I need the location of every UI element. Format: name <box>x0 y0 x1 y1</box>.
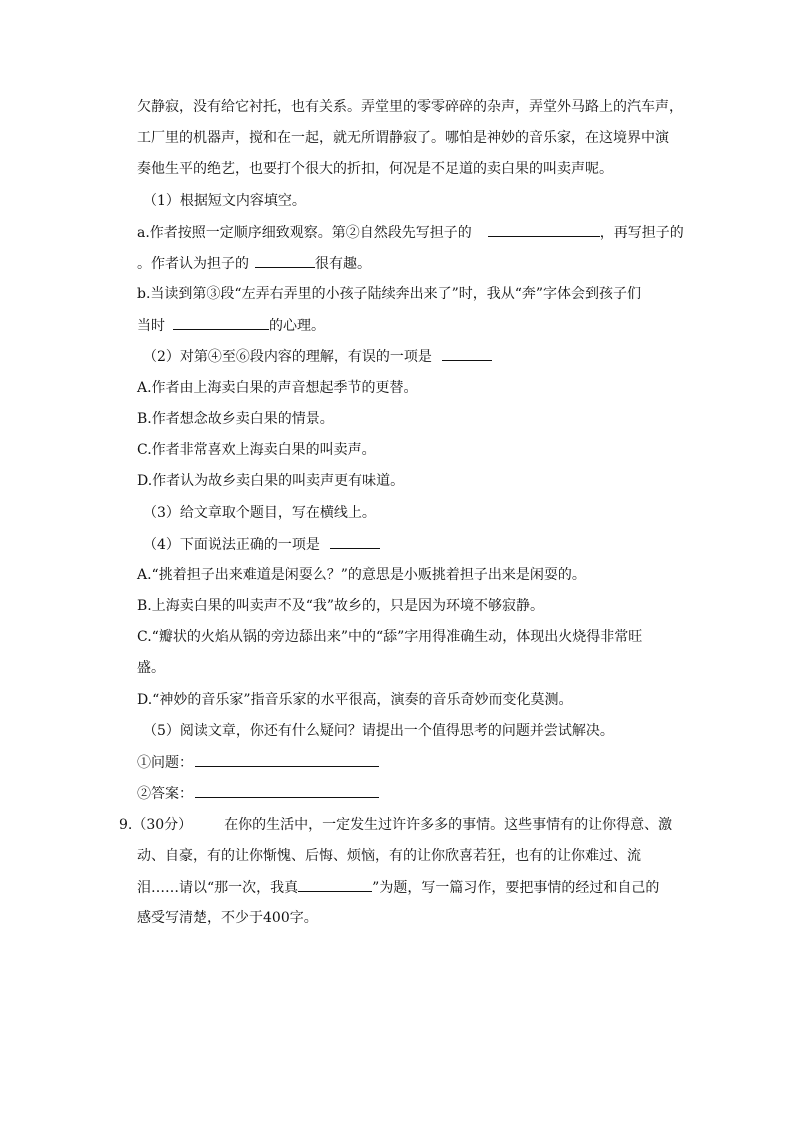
q9-line-4: 感受写清楚，不少于400字。 <box>137 910 318 926</box>
q1-a-text-2: ，再写担子的 <box>599 225 684 241</box>
q4-option-c-line2: 盛。 <box>137 660 165 676</box>
q1-a-blank-2[interactable] <box>255 253 315 268</box>
q9-text-3b: ”为题，写一篇习作，要把事情的经过和自己的 <box>372 880 660 896</box>
passage-line-3: 奏他生平的绝艺，也要打个很大的折扣，何况是不足道的卖白果的叫卖声呢。 <box>137 161 613 177</box>
q1-b-text-1: 当时 <box>137 318 165 334</box>
q5-question-blank[interactable] <box>195 752 379 767</box>
q2-option-b: B.作者想念故乡卖白果的情景。 <box>137 411 334 427</box>
q5-question-line <box>137 752 379 773</box>
q2-option-d: D.作者认为故乡卖白果的叫卖声更有味道。 <box>137 473 405 489</box>
q9-text-1: 在你的生活中，一定发生过许许多多的事情。这些事情有的让你得意、激 <box>224 817 673 833</box>
q1-a-line1 <box>137 222 684 243</box>
q2-title: （2）对第④至⑥段内容的理解，有误的一项是 <box>143 349 432 365</box>
q3-title: （3）给文章取个题目，写在横线上。 <box>143 505 376 521</box>
q9-heading <box>119 815 672 835</box>
q2-answer-blank[interactable] <box>442 346 492 361</box>
q9-line-2: 动、自豪，有的让你惭愧、后悔、烦恼，有的让你欣喜若狂，也有的让你难过、流 <box>137 848 641 864</box>
q1-a-blank-1[interactable] <box>488 222 600 237</box>
q9-line-3 <box>137 877 659 898</box>
q1-a-text-4: 很有趣。 <box>315 256 371 272</box>
q1-a-text-3: 。作者认为担子的 <box>137 256 249 272</box>
q1-a-text-1: a.作者按照一定顺序细致观察。第②自然段先写担子的 <box>137 225 472 241</box>
q4-option-d: D.“神妙的音乐家”指音乐家的水平很高，演奏的音乐奇妙而变化莫测。 <box>137 692 573 708</box>
q1-b-line2 <box>137 315 325 336</box>
passage-line-2: 工厂里的机器声，搅和在一起，就无所谓静寂了。哪怕是神妙的音乐家，在这境界中演 <box>137 130 669 146</box>
q4-option-b: B.上海卖白果的叫卖声不及“我”故乡的，只是因为环境不够寂静。 <box>137 598 545 614</box>
q5-answer-blank[interactable] <box>195 783 379 798</box>
q9-title-blank[interactable] <box>298 877 372 892</box>
q2-option-c: C.作者非常喜欢上海卖白果的叫卖声。 <box>137 442 376 458</box>
q9-text-3a: 泪……请以“那一次，我真 <box>137 880 299 896</box>
q4-option-a: A.“挑着担子出来难道是闲耍么？”的意思是小贩挑着担子出来是闲耍的。 <box>137 567 586 583</box>
q4-answer-blank[interactable] <box>330 534 380 549</box>
q1-title: （1）根据短文内容填空。 <box>143 193 306 209</box>
q9-number: 9. <box>119 817 133 833</box>
q9-score: （30分） <box>132 817 193 833</box>
q5-title: （5）阅读文章，你还有什么疑问？请提出一个值得思考的问题并尝试解决。 <box>143 723 614 739</box>
q5-answer-line <box>137 783 379 804</box>
passage-line-1: 欠静寂，没有给它衬托，也有关系。弄堂里的零零碎碎的杂声，弄堂外马路上的汽车声， <box>137 99 683 115</box>
q5-answer-label: ②答案： <box>137 786 193 802</box>
q1-a-line2 <box>137 253 371 274</box>
q4-title-line <box>143 534 380 555</box>
q1-b-text-2: 的心理。 <box>269 318 325 334</box>
q1-b-line1: b.当读到第③段“左弄右弄里的小孩子陆续奔出来了”时，我从“奔”字体会到孩子们 <box>137 286 642 302</box>
q5-question-label: ①问题： <box>137 755 193 771</box>
q2-title-line <box>143 346 492 367</box>
q4-title: （4）下面说法正确的一项是 <box>143 537 320 553</box>
q4-option-c-line1: C.“瓣状的火焰从锅的旁边舔出来”中的“舔”字用得准确生动，体现出火烧得非常旺 <box>137 629 643 645</box>
q2-option-a: A.作者由上海卖白果的声音想起季节的更替。 <box>137 380 418 396</box>
q1-b-blank[interactable] <box>173 315 269 330</box>
